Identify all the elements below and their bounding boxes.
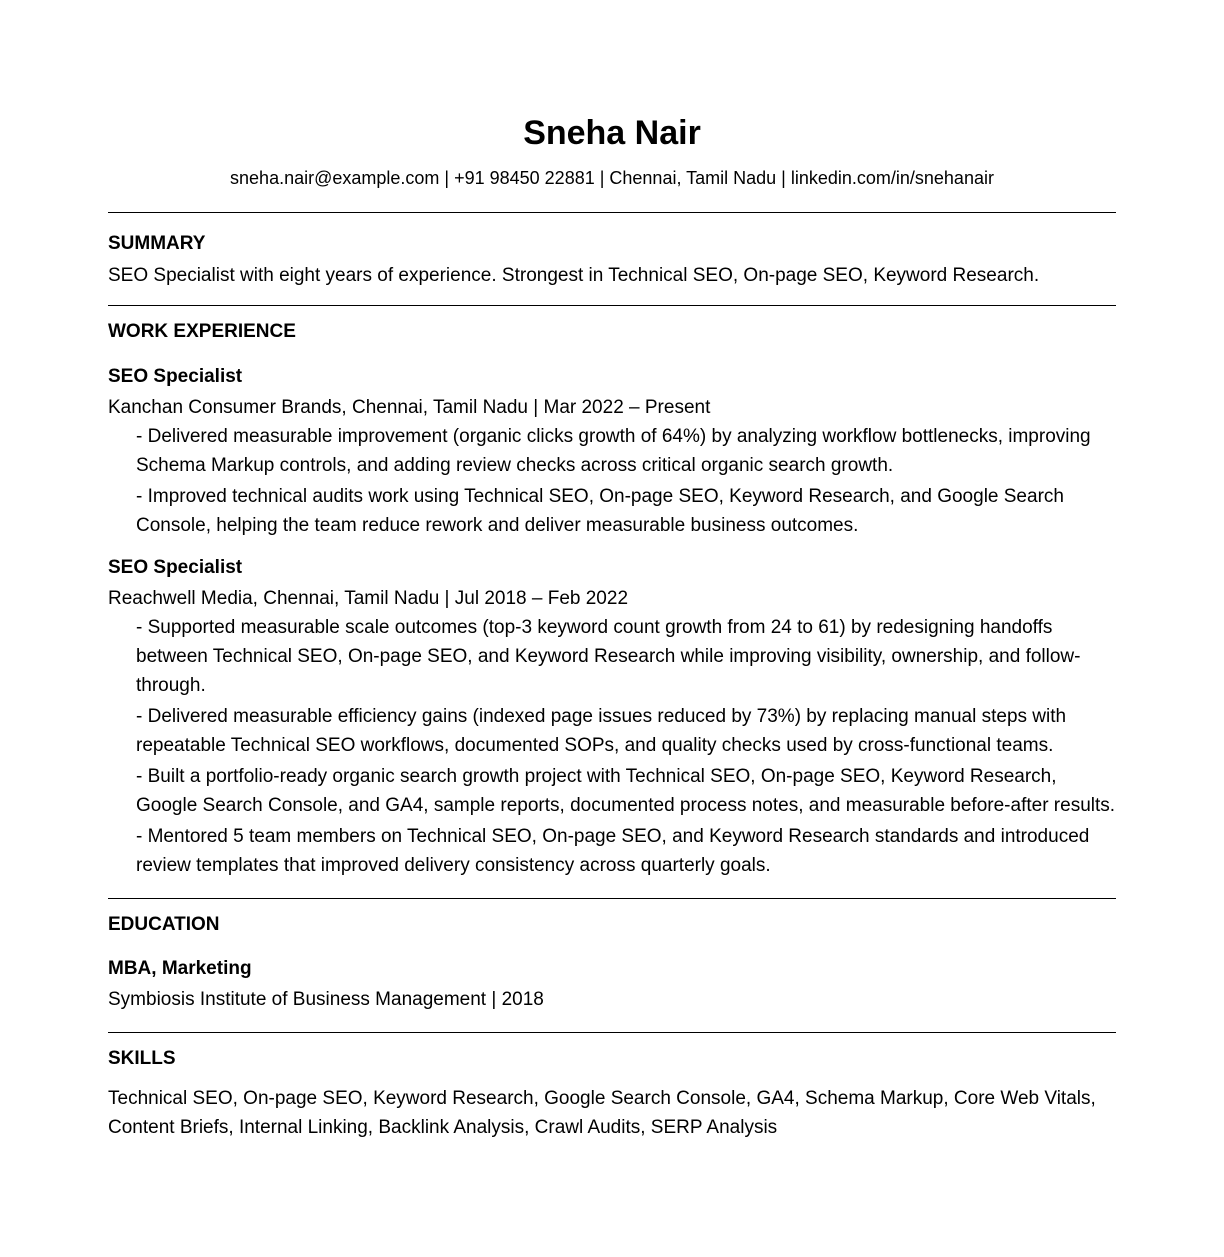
summary-text: SEO Specialist with eight years of experience. Strongest in Technical SEO, On-page SEO, Keyword Research. [108,265,1040,286]
job-bullet: - Mentored 5 team members on Technical SEO, On-page SEO, and Keyword Research standards and introduced review templates that improved delivery consistency across quarterly goals. [136,826,1090,876]
contact-line: sneha.nair@example.com | +91 98450 22881 | Chennai, Tamil Nadu | linkedin.com/in/snehanair [230,168,994,188]
divider [108,1032,1116,1033]
education-section [108,914,1116,1014]
job-entry [108,557,1116,880]
job-bullet: - Delivered measurable efficiency gains (indexed page issues reduced by 73%) by replacing manual steps with repeatable Technical SEO workflows, documented SOPs, and quality checks used by cross-functional teams. [136,706,1067,756]
job-bullet: - Improved technical audits work using Technical SEO, On-page SEO, Keyword Research, and Google Search Console, helping the team reduce rework and deliver measurable business outcomes. [136,486,1064,536]
section-title-experience: WORK EXPERIENCE [108,321,296,342]
section-title-education: EDUCATION [108,914,220,935]
candidate-name: Sneha Nair [523,114,701,152]
job-bullet: - Built a portfolio-ready organic search growth project with Technical SEO, On-page SEO, Keyword Research, Google Search Console, and GA4, sample reports, documented process notes, and measurable before-after results. [136,766,1116,816]
job-entry [108,366,1116,540]
job-meta: Kanchan Consumer Brands, Chennai, Tamil Nadu | Mar 2022 – Present [108,397,711,418]
job-title: SEO Specialist [108,557,243,578]
school: Symbiosis Institute of Business Management | 2018 [108,989,544,1010]
divider [108,212,1116,213]
section-title-skills: SKILLS [108,1048,176,1069]
job-bullets [108,422,1116,540]
divider [108,305,1116,306]
job-title: SEO Specialist [108,366,243,387]
degree: MBA, Marketing [108,958,252,979]
section-title-summary: SUMMARY [108,233,206,254]
summary-section [108,233,1116,290]
experience-section [108,321,1116,880]
skills-section [108,1048,1116,1142]
job-bullet: - Delivered measurable improvement (organic clicks growth of 64%) by analyzing workflow bottlenecks, improving Schema Markup controls, and adding review checks across critical organic search growth. [136,426,1091,476]
divider [108,898,1116,899]
job-bullet: - Supported measurable scale outcomes (top-3 keyword count growth from 24 to 61) by redesigning handoffs between Technical SEO, On-page SEO, and Keyword Research while improving visibility, ownership, and follow-through. [136,617,1081,696]
skills-text: Technical SEO, On-page SEO, Keyword Research, Google Search Console, GA4, Schema Markup, Core Web Vitals, Content Briefs, Internal Linking, Backlink Analysis, Crawl Audits, SERP Analysis [108,1088,1096,1138]
job-meta: Reachwell Media, Chennai, Tamil Nadu | Jul 2018 – Feb 2022 [108,588,629,609]
job-bullets [108,613,1116,880]
